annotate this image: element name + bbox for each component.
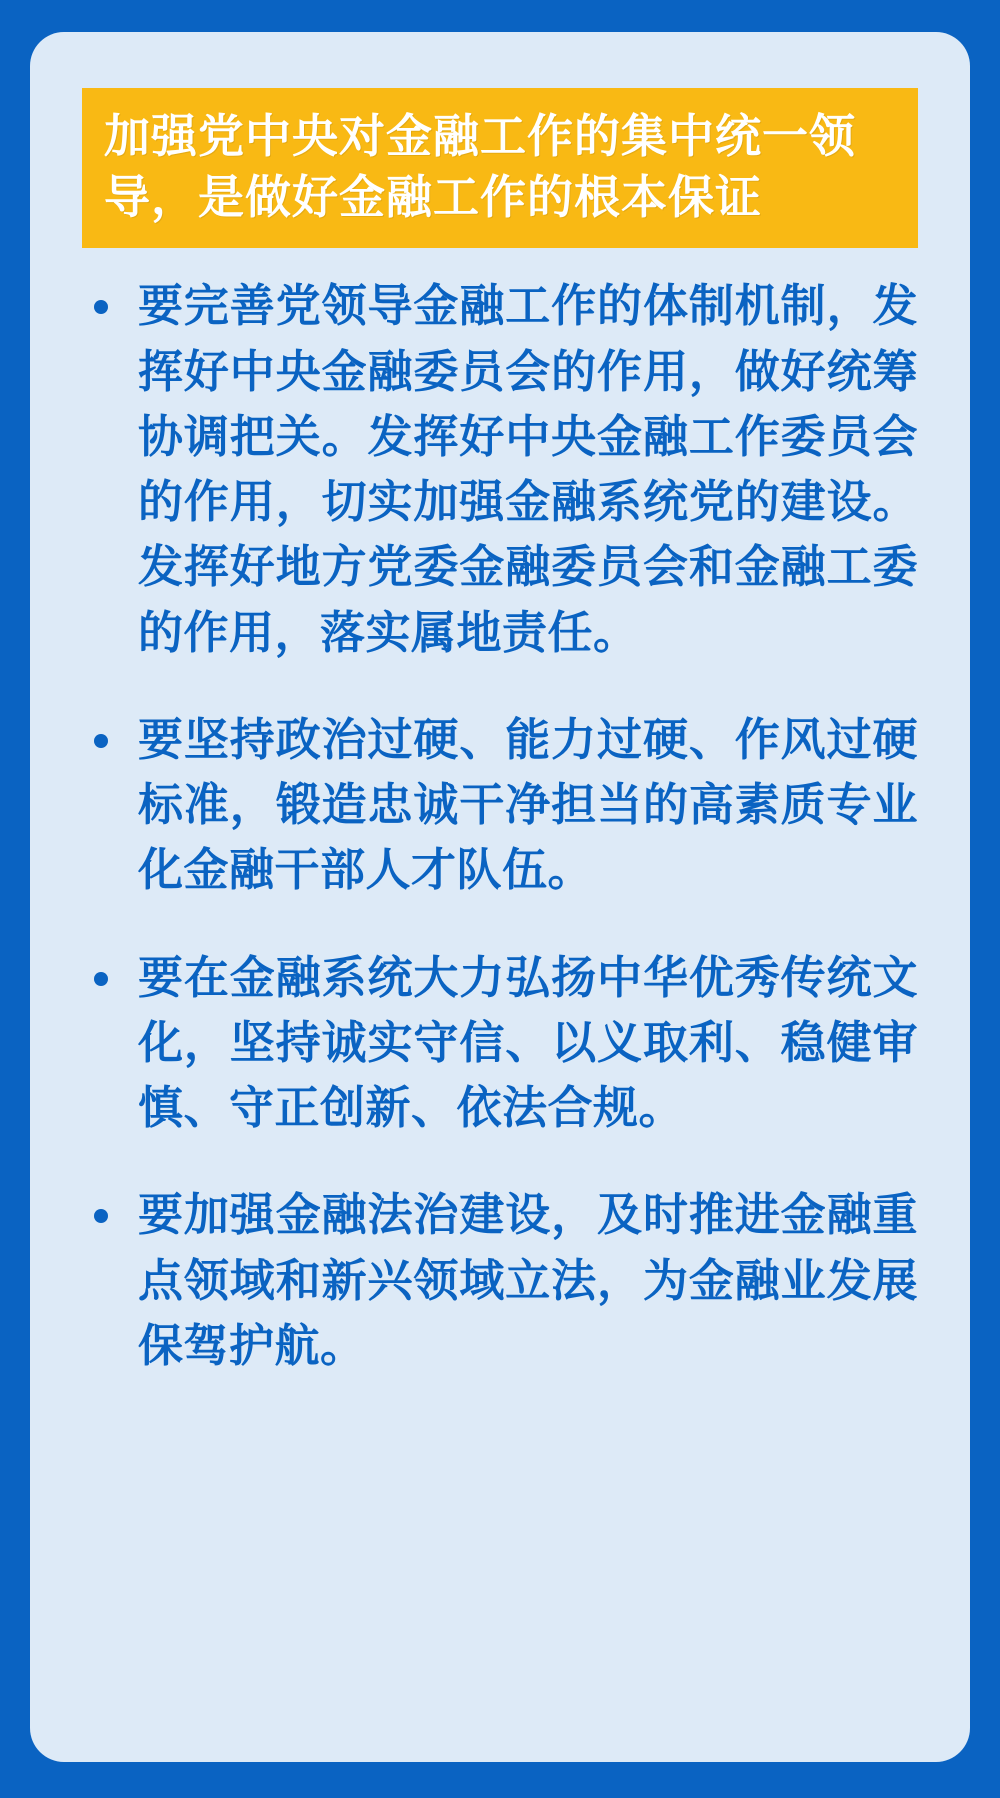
- bullet-text: 要完善党领导金融工作的体制机制，发挥好中央金融委员会的作用，做好统筹协调把关。发挥好中央金融工作委员会的作用，切实加强金融系统党的建设。发挥好地方党委金融委员会和金融工委的作用，落实属地责任。: [138, 281, 918, 658]
- bullet-dot-icon: [94, 734, 108, 748]
- list-item: [82, 1183, 918, 1379]
- bullet-text: 要坚持政治过硬、能力过硬、作风过硬标准，锻造忠诚干净担当的高素质专业化金融干部人才队伍。: [138, 714, 918, 896]
- page-title: 加强党中央对金融工作的集中统一领导，是做好金融工作的根本保证: [104, 111, 856, 224]
- bullet-dot-icon: [94, 1209, 108, 1223]
- list-item: [82, 946, 918, 1142]
- bullet-dot-icon: [94, 972, 108, 986]
- bullet-text: 要在金融系统大力弘扬中华优秀传统文化，坚持诚实守信、以义取利、稳健审慎、守正创新、依法合规。: [138, 952, 918, 1134]
- bullet-list: [82, 274, 918, 1722]
- bullet-text: 要加强金融法治建设，及时推进金融重点领域和新兴领域立法，为金融业发展保驾护航。: [138, 1190, 918, 1371]
- poster-card: [30, 32, 970, 1762]
- bullet-dot-icon: [94, 300, 108, 314]
- list-item: [82, 708, 918, 904]
- list-item: [82, 274, 918, 666]
- title-banner: [82, 88, 918, 248]
